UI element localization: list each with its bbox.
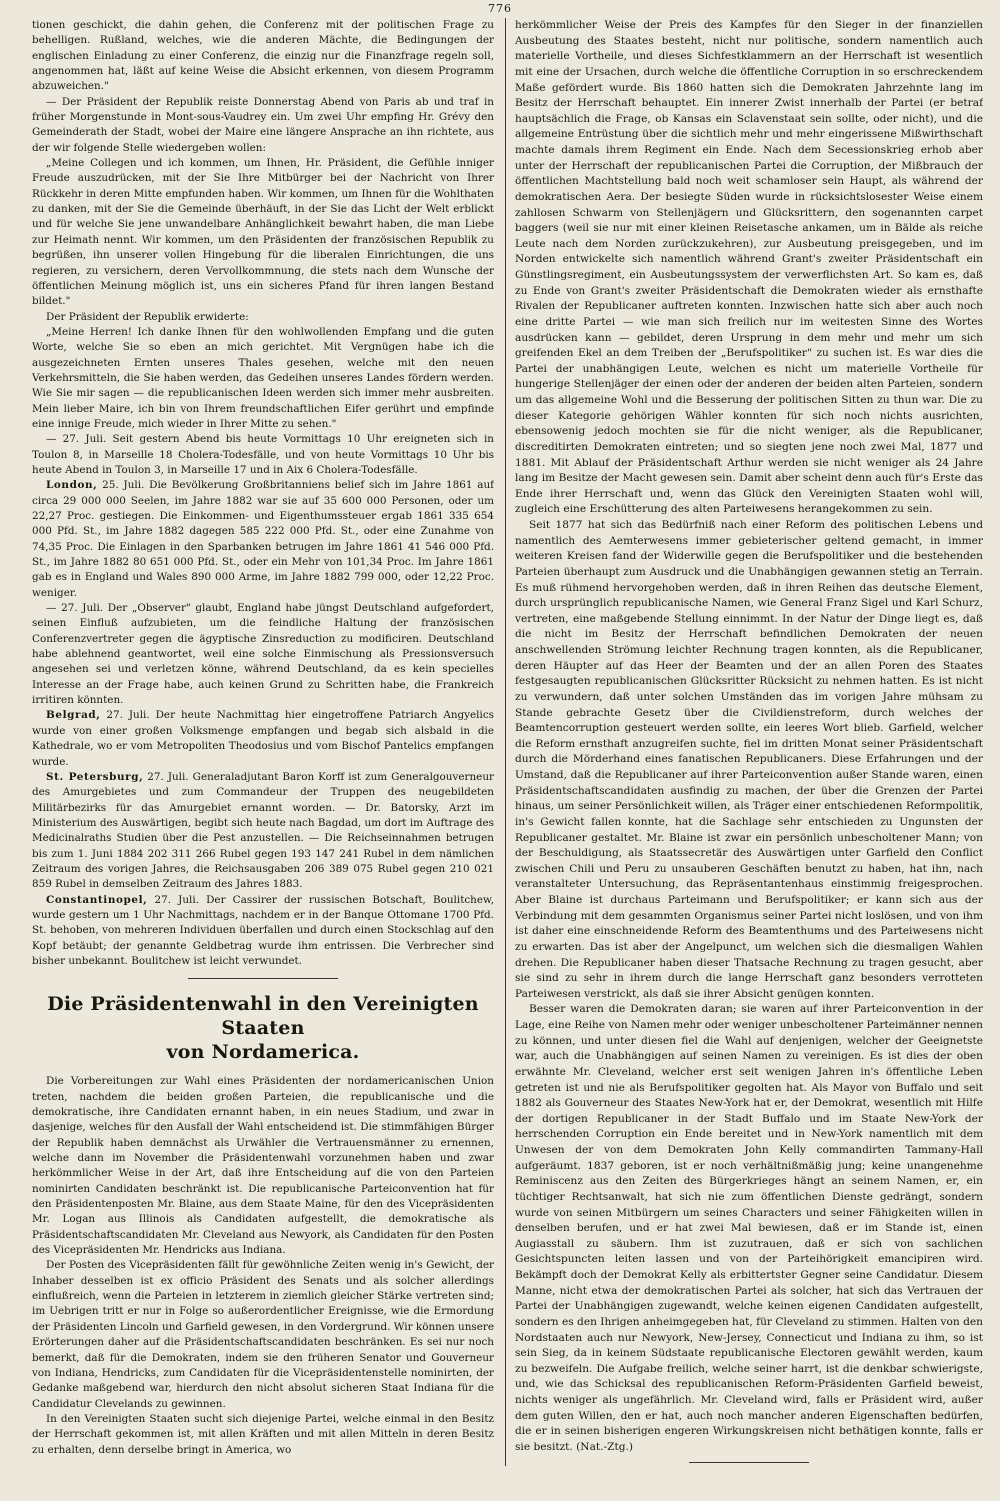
page-number: 776 xyxy=(488,2,512,15)
paragraph-text: Besser waren die Demokraten daran; sie waren auf ihrer Parteiconvention in der Lage, eine Reihe von Namen mehr oder weniger unbescholtener Parteimänner nennen zu können, und unter diesen fiel die Wahl auf denjenigen, welcher der Geeignetste war, auch die Unabhängigen auf seinen Namen zu vereinigen. Es ist dies der oben erwähnte Mr. Cleveland, welcher erst seit wenigen Jahren in's öffentliche Leben getreten ist und nie als Berufspolitiker gegolten hat. Als Mayor von Buffalo und seit 1882 als Gouverneur des Staates New-York hat er, der Demokrat, wesentlich mit Hilfe der dortigen Republicaner in der Stadt Buffalo und im Staate New-York der herrschenden Corruption ein Ende bereitet und in New-York namentlich mit dem Unwesen der von dem Demokraten John Kelly commandirten Tammany-Hall aufgeräumt. 1837 geboren, ist er noch verhältnißmäßig jung; keine unangenehme Reminiscenz aus den Zeiten des Bürgerkrieges hängt an seinem Namen, er, ein tüchtiger Rechtsanwalt, hat sich nie zum öffentlichen Dienste gedrängt, sondern wurde von seinen Mitbürgern um seines Characters und seiner Fähigkeiten willen in denselben berufen, und er hat zwei Mal bewiesen, daß er im Stande ist, einen Augiasstall zu säubern. Ihm ist zuzutrauen, daß er sich von sachlichen Gesichtspuncten leiten lassen und von der Parteihörigkeit emancipiren wird. Bekämpft doch der Demokrat Kelly als erbittertster Gegner seine Candidatur. Diesem Manne, nicht etwa der demokratischen Partei als solcher, hat sich das Vertrauen der Partei der Unabhängigen zugewandt, welche keinen eigenen Candidaten aufgestellt, sondern es den Ihrigen anheimgegeben hat, für Cleveland zu stimmen. Halten von den Nordstaaten auch nur Newyork, New-Jersey, Connecticut und Indiana zu ihm, so ist sein Sieg, da in keinem Südstaate republicanische Electoren gewählt werden, kaum zu bezweifeln. Die Aufgabe freilich, welche seiner harrt, ist die denkbar schwierigste, und, wie das Schicksal des republicanischen Reform-Präsidenten Garfield beweist, nichts weniger als ungefährlich. Mr. Cleveland wird, falls er Präsident wird, außer dem guten Willen, den er hat, auch noch mancher anderen Eigenschaften bedürfen, die er in seinen bisherigen engeren Wirkungskreisen nicht bethätigen konnte, falls er sie besitzt. (Nat.-Ztg.) xyxy=(515,1003,983,1453)
article-headline xyxy=(32,992,494,1064)
paragraph xyxy=(32,325,494,432)
paragraph-text: Seit 1877 hat sich das Bedürfniß nach einer Reform des politischen Lebens und namentlich des Aemterwesens immer gebieterischer geltend gemacht, in immer weiteren Kreisen fand der Widerwille gegen die Berufspolitiker und die bestehenden Parteien überhaupt zum Ausdruck und die Unabhängigen gewannen stetig an Terrain. Es muß rühmend hervorgehoben werden, daß in ihren Reihen das deutsche Element, durch ursprünglich republicanische Namen, wie General Franz Sigel und Karl Schurz, vertreten, eine maßgebende Stellung einnimmt. In der Natur der Dinge liegt es, daß die nicht im Besitz der Herrschaft befindlichen Demokraten der neuen anschwellenden Strömung leichter Rechnung tragen konnten, als die Republicaner, deren Häupter auf das Heer der Beamten und der an allen Poren des Staates festgesaugten republicanischen Glücksritter Rücksicht zu nehmen hatten. Es ist nicht zu verwundern, daß unter solchen Umständen das im vorigen Jahre mühsam zu Stande gebrachte Gesetz über die Civildienstreform, durch welches der Beamtencorruption gesteuert werden sollte, ein leeres Wort blieb. Garfield, welcher die Reform ernsthaft anzugreifen suchte, fiel im dritten Monat seiner Präsidentschaft durch die Mörderhand eines fanatischen Republicaners. Diese Erfahrungen und der Umstand, daß die Republicaner auf ihrer Parteiconvention außer Stande waren, einen Präsidentschaftscandidaten ausfindig zu machen, der über die Grenzen der Partei hinaus, um seiner Persönlichkeit willen, als Träger einer entschiedenen Reformpolitik, in's Gewicht fallen konnte, hat die Sachlage sehr entschieden zu Ungunsten der Republicaner gestaltet. Mr. Blaine ist zwar ein persönlich unbescholtener Mann; von der Beschuldigung, als Staatssecretär des Auswärtigen unter Garfield den Conflict zwischen Chili und Peru zu unsauberen Geschäften benutzt zu haben, hat ihn, nach veranstalteter Untersuchung, das Repräsentantenhaus einstimmig freigesprochen. Aber Blaine ist durchaus Parteimann und Berufspolitiker; er kann sich aus der Verbindung mit dem gesammten Organismus seiner Partei nicht loslösen, und von ihm ist daher eine einschneidende Reform des Beamtenthums und des Parteiwesens nicht zu erwarten. Das ist aber der Angelpunct, um welchen sich die diesmaligen Wahlen drehen. Die Republicaner haben dieser Thatsache Rechnung zu tragen gesucht, aber sie sind zu sehr in ihrem durch die lange Herrschaft ganz besonders verrotteten Parteiwesen verstrickt, als daß sie ihrer Absicht genügen konnten. xyxy=(515,519,983,1000)
paragraph-text: 25. Juli. Die Bevölkerung Großbritanniens belief sich im Jahre 1861 auf circa 29 000 000 Seelen, im Jahre 1882 war sie auf 35 600 000 Personen, oder um 22,27 Proc. gestiegen. Die Einkommen- und Eigenthumssteuer ergab 1861 335 654 000 Pfd. St., im Jahre 1882 dagegen 585 222 000 Pfd. St., oder eine Zunahme von 74,35 Proc. Die Einlagen in den Sparbanken betrugen im Jahre 1861 41 546 000 Pfd. St., im Jahre 1882 80 651 000 Pfd. St., oder ein Mehr von 101,34 Proc. Im Jahre 1861 gab es in England und Wales 890 000 Arme, im Jahre 1882 799 000, oder 12,22 Proc. weniger. xyxy=(32,479,494,599)
article-paragraph: Der Posten des Vicepräsidenten fällt für gewöhnliche Zeiten wenig in's Gewicht, der Inhaber desselben ist ex officio Präsident des Senats und als solcher allerdings einflußreich, wenn die Parteien in letzterem in ziemlich gleicher Stärke vertreten sind; im Uebrigen tritt er nur in Folge so außerordentlicher Ereignisse, wie die Ermordung der Präsidenten Lincoln und Garfield gewesen, in den Vordergrund. Wir können unsere Erörterungen daher auf die Präsidentschaftscandidaten beschränken. Es sei nur noch bemerkt, daß für die Demokraten, indem sie den früheren Senator und Gouverneur von Indiana, Hendricks, zum Candidaten für die Vicepräsidentenstelle nominirten, der Gedanke maßgebend war, hierdurch den nicht absolut sicheren Staat Indiana für die Candidatur Clevelands zu gewinnen. xyxy=(32,1259,494,1410)
paragraph xyxy=(32,95,494,156)
paragraph xyxy=(32,708,494,769)
paragraph xyxy=(32,156,494,309)
dateline: London, xyxy=(46,479,98,492)
left-column xyxy=(32,18,494,1468)
paragraph-text: — Der Präsident der Republik reiste Donnerstag Abend von Paris ab und traf in früher Morgenstunde in Mont-sous-Vaudrey ein. Um zwei Uhr empfing Hr. Grévy den Gemeinderath der Stadt, wobei der Maire eine längere Ansprache an ihn richtete, aus der wir folgende Stelle wiedergeben wollen: xyxy=(32,95,494,154)
right-column xyxy=(515,18,983,1468)
article-body xyxy=(32,1074,494,1458)
dateline: Constantinopel, xyxy=(46,893,148,906)
paragraph-text: — 27. Juli. Seit gestern Abend bis heute Vormittags 10 Uhr ereigneten sich in Toulon 8, in Marseille 18 Cholera-Todesfälle, und von heute Vormittags 10 Uhr bis heute Abend in Toulon 3, in Marseille 17 und in Aix 6 Cholera-Todesfälle. xyxy=(32,433,494,476)
paragraph xyxy=(32,478,494,601)
article-headline-line2: von Nordamerica. xyxy=(166,1041,360,1064)
paragraph-text: 27. Juli. Der Cassirer der russischen Botschaft, Boulitchew, wurde gestern um 1 Uhr Nachmittags, nachdem er in der Banque Ottomane 1700 Pfd. St. behoben, von mehreren Individuen überfallen und durch einen Stockschlag auf den Kopf betäubt; der genannte Geldbetrag wurde ihm entrissen. Die Verbrecher sind bisher unbekannt. Boulitchew ist leicht verwundet. xyxy=(32,893,494,967)
paragraph-text: „Meine Collegen und ich kommen, um Ihnen, Hr. Präsident, die Gefühle inniger Freude auszudrücken, mit der Sie Ihre Mitbürger bei der Nachricht von Ihrer Rückkehr in deren Mitte empfunden haben. Wir kommen, um Ihnen für die Wohlthaten zu danken, mit der Sie die Gemeinde überhäuft, in der Sie das Licht der Welt erblickt und für welche Sie jene unwandelbare Anhänglichkeit bewahrt haben, die man Liebe zur Heimath nennt. Wir kommen, um den Präsidenten der französischen Republik zu begrüßen, ihn unserer vollen Hingebung für die liberalen Einrichtungen, die uns regieren, zu versichern, deren Vervollkommnung, die stets nach dem Wunsche der öffentlichen Meinung möglich ist, uns ein sicheres Pfand für ihren langen Bestand bildet." xyxy=(32,157,494,308)
dateline: Belgrad, xyxy=(46,709,101,722)
paragraph xyxy=(32,601,494,708)
paragraph-text: tionen geschickt, die dahin gehen, die Conferenz mit der politischen Frage zu behelligen. Rußland, welches, wie die anderen Mächte, die Bedingungen der englischen Einladung zu einer Conferenz, die einzig nur die Finanzfrage regeln soll, angenommen hat, läßt auf keine Weise die Absicht erkennen, von diesem Programm abzuweichen." xyxy=(32,19,494,93)
dateline: St. Petersburg, xyxy=(46,770,144,783)
news-items xyxy=(32,18,494,969)
column-divider xyxy=(505,18,506,1466)
article-paragraph: In den Vereinigten Staaten sucht sich diejenige Partei, welche einmal in den Besitz der Herrschaft gekommen ist, mit allen Kräften und mit allen Mitteln in deren Besitz zu erhalten, denn derselbe bringt in America, wo xyxy=(32,1412,494,1456)
article-paragraph: Die Vorbereitungen zur Wahl eines Präsidenten der nordamericanischen Union treten, nachdem die beiden großen Parteien, die republicanische und die demokratische, ihre Candidaten ernannt haben, in ein neues Stadium, und zwar in dasjenige, welches für den Ausfall der Wahl entscheidend ist. Die stimmfähigen Bürger der Republik haben demnächst als Urwähler die Vertrauensmänner zu ernennen, welche dann im November die Präsidentenwahl vorzunehmen haben und zwar herkömmlicher Weise in der Art, daß ihre Entscheidung auf die von den Parteien nominirten Candidaten beschränkt ist. Die republicanische Parteiconvention hat für den Präsidentenposten Mr. Blaine, aus dem Staate Maine, für den des Vicepräsidenten Mr. Logan aus Illinois als Candidaten aufgestellt, die demokratische als Präsidentschaftscandidaten Mr. Cleveland aus Newyork, als Candidaten für den Posten des Vicepräsidenten Mr. Hendricks aus Indiana. xyxy=(32,1075,494,1257)
paragraph-text: Der Präsident der Republik erwiderte: xyxy=(46,310,249,323)
paragraph-text: 27. Juli. Der heute Nachmittag hier eingetroffene Patriarch Angyelics wurde von einer großen Volksmenge empfangen und begab sich alsbald in die Kathedrale, wo er vom Metropoliten Theodosius und vom Bischof Pantelics empfangen wurde. xyxy=(32,709,494,768)
paragraph xyxy=(515,18,983,518)
article-headline-line1: Die Präsidentenwahl in den Vereinigten Staaten xyxy=(47,993,479,1040)
paragraph-text: — 27. Juli. Der „Observer" glaubt, England habe jüngst Deutschland aufgefordert, seinen Einfluß aufzubieten, um die feindliche Haltung der französischen Conferenzvertreter gegen die ägyptische Zinsreduction zu modificiren. Deutschland habe ablehnend geantwortet, weil eine solche Einmischung als Pressionsversuch angesehen sei und verletzen könne, während Deutschland, da es kein specielles Interesse an der Frage habe, auch keinen Grund zu Schritten habe, die Frankreich irritiren könnten. xyxy=(32,602,494,707)
paragraph xyxy=(515,1002,983,1455)
article-continuation xyxy=(515,18,983,1456)
paragraph xyxy=(515,518,983,1002)
paragraph-text: 27. Juli. Generaladjutant Baron Korff ist zum Generalgouverneur des Amurgebietes und zum Commandeur der Truppen des neugebildeten Militärbezirks für das Amurgebiet ernannt worden. — Dr. Batorsky, Arzt im Ministerium des Auswärtigen, begibt sich heute nach Bagdad, um dort im Auftrage des Medicinalraths Studien über die Pest anzustellen. — Die Reichseinnahmen betrugen bis zum 1. Juni 1884 202 311 266 Rubel gegen 193 147 241 Rubel in dem nämlichen Zeitraum des vorigen Jahres, die Reichsausgaben 206 389 075 Rubel gegen 210 021 859 Rubel in demselben Zeitraum des Jahres 1883. xyxy=(32,770,494,891)
article-separator xyxy=(188,978,338,979)
paragraph xyxy=(32,893,494,970)
paragraph xyxy=(32,432,494,478)
paragraph-text: herkömmlicher Weise der Preis des Kampfes für den Sieger in der finanziellen Ausbeutung des Staates besteht, nicht nur politische, sondern namentlich auch materielle Vortheile, und dieses Sichfestklammern an der Herrschaft ist wesentlich mit eine der Ursachen, durch welche die öffentliche Corruption in so erschreckendem Maße gefördert wurde. Bis 1860 hatten sich die Demokraten Jahrzehnte lang im Besitz der Herrschaft behauptet. Ein innerer Zwist innerhalb der Partei (er betraf hauptsächlich die Frage, ob Kansas ein Sclavenstaat sein sollte, oder nicht), und die allgemeine Entrüstung über die sichtlich mehr und mehr eingerissene Mißwirthschaft machte damals ihrem Regiment ein Ende. Nach dem Secessionskrieg erhob aber unter der Herrschaft der republicanischen Partei die Corruption, der Mißbrauch der öffentlichen Machtstellung bald noch weit schamloser sein Haupt, als während der demokratischen Aera. Der besiegte Süden wurde in rücksichtslosester Weise einem zahllosen Schwarm von Stellenjägern und Glücksrittern, den sogenannten carpet baggers (weil sie nur mit einer kleinen Reisetasche ankamen, um in Bälde als reiche Leute nach dem Norden zurückzukehren), zur Ausbeutung preisgegeben, und im Norden entwickelte sich namentlich während Grant's zweiter Präsidentschaft ein Günstlingsregiment, ein Ausbeutungssystem der verwerflichsten Art. So kam es, daß zu Ende von Grant's zweiter Präsidentschaft die Demokraten wieder als ernsthafte Rivalen der Republicaner auftreten konnten. Inzwischen hatte sich aber auch noch eine dritte Partei — wie man sich freilich nur im weitesten Sinne des Wortes ausdrücken kann — gebildet, deren Ursprung in dem mehr und mehr um sich greifenden Ekel an dem Treiben der „Berufspolitiker" zu suchen ist. Es war dies die Partei der unabhängigen Leute, welchen es nicht um materielle Vortheile für hungerige Stellenjäger der einen oder der anderen der beiden alten Parteien, sondern um das allgemeine Wohl und die Besserung der politischen Sitten zu thun war. Die zu dieser Kategorie gehörigen Wähler konnten für sich noch nichts ausrichten, ebensowenig jedoch mochten sie für die nicht weniger, als die Republicaner, discreditirten Demokraten eintreten; und so siegten jene noch zwei Mal, 1877 und 1881. Mit Ablauf der Präsidentschaft Arthur werden sie nicht weniger als 24 Jahre lang im Besitze der Macht gewesen sein. Damit aber scheint denn auch für's Erste das Ende ihrer Herrschaft und, wenn das Glück den Vereinigten Staaten wohl will, zugleich eine Erschütterung des alten Parteiwesens herangekommen zu sein. xyxy=(515,19,983,516)
paragraph xyxy=(32,770,494,893)
end-rule xyxy=(689,1462,809,1463)
paragraph xyxy=(32,18,494,95)
paragraph-text: „Meine Herren! Ich danke Ihnen für den wohlwollenden Empfang und die guten Worte, welche Sie so eben an mich gerichtet. Mit Vergnügen habe ich die ausgezeichneten Ernten unseres Thales gesehen, welche mit den neuen Verkehrsmitteln, die Sie haben werden, das Gedeihen unseres Landes fördern werden. Wie Sie mir sagen — die republicanischen Ideen werden sich immer mehr ausbreiten. Mein lieber Maire, ich bin von Ihrem freundschaftlichen Eifer gerührt und empfinde eine innige Freude, mich wieder in Ihrer Mitte zu sehen." xyxy=(32,325,494,430)
paragraph xyxy=(32,310,494,325)
